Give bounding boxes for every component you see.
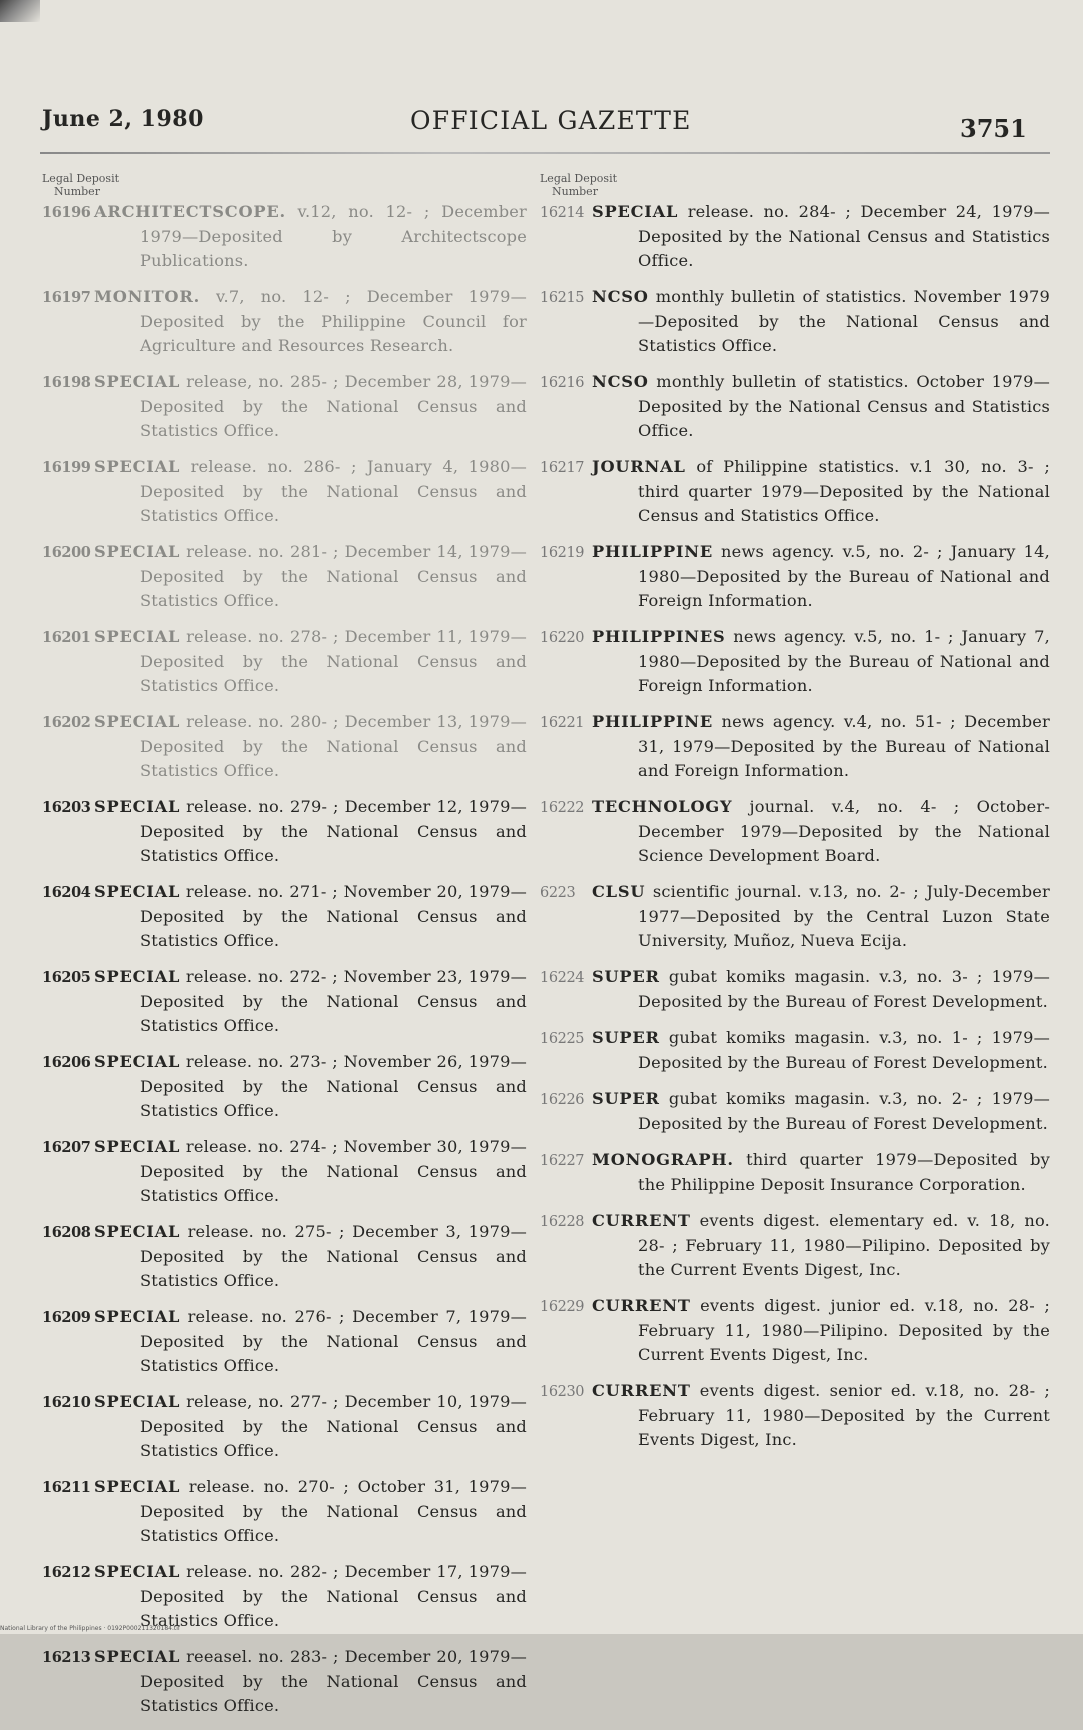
deposit-number: 16200 <box>42 544 91 561</box>
entry-text: release. no. 272- ; November 23, 1979—Deposited by the National Census and Statistics Office. <box>140 967 527 1035</box>
deposit-number: 16205 <box>42 969 91 986</box>
entry-title: CURRENT <box>592 1296 691 1315</box>
entry-text: release, no. 277- ; December 10, 1979—Deposited by the National Census and Statistics Office. <box>140 1392 527 1460</box>
entry-title: SPECIAL <box>94 967 181 986</box>
entry-title: SPECIAL <box>94 712 181 731</box>
deposit-entry <box>540 795 1050 868</box>
deposit-number: 16213 <box>42 1649 91 1666</box>
deposit-entry <box>42 1475 527 1548</box>
entry-text: release. no. 279- ; December 12, 1979—Deposited by the National Census and Statistics Office. <box>140 797 527 865</box>
deposit-entry <box>540 1087 1050 1136</box>
deposit-entry <box>540 1294 1050 1367</box>
entry-text: release. no. 270- ; October 31, 1979—Deposited by the National Census and Statistics Office. <box>140 1477 527 1545</box>
deposit-number: 16208 <box>42 1224 91 1241</box>
deposit-number: 16198 <box>42 374 91 391</box>
deposit-number: 16201 <box>42 629 91 646</box>
entry-text: release. no. 280- ; December 13, 1979—Deposited by the National Census and Statistics Office. <box>140 712 527 780</box>
header-title: OFFICIAL GAZETTE <box>410 106 692 135</box>
deposit-entry <box>42 200 527 273</box>
entry-text: release. no. 281- ; December 14, 1979—Deposited by the National Census and Statistics Office. <box>140 542 527 610</box>
deposit-entry <box>540 625 1050 698</box>
deposit-entry <box>540 370 1050 443</box>
deposit-number: 16197 <box>42 289 91 306</box>
entry-text: news agency. v.4, no. 51- ; December 31, 1979—Deposited by the Bureau of National and Foreign Information. <box>638 712 1050 780</box>
deposit-number: 16212 <box>42 1564 91 1581</box>
deposit-entry <box>42 540 527 613</box>
deposit-number: 16225 <box>540 1031 585 1047</box>
deposit-entry <box>540 965 1050 1014</box>
deposit-number: 16221 <box>540 715 585 731</box>
entry-text: reeasel. no. 283- ; December 20, 1979—Deposited by the National Census and Statistics Office. <box>140 1647 527 1715</box>
entry-text: release. no. 276- ; December 7, 1979—Deposited by the National Census and Statistics Office. <box>140 1307 527 1375</box>
entry-text: gubat komiks magasin. v.3, no. 1- ; 1979—Deposited by the Bureau of Forest Development. <box>638 1028 1050 1072</box>
right-column-label: Legal Deposit Number <box>540 172 618 198</box>
deposit-number: 16209 <box>42 1309 91 1326</box>
deposit-entry <box>540 1379 1050 1452</box>
entry-title: SPECIAL <box>94 1562 181 1581</box>
deposit-number: 16210 <box>42 1394 91 1411</box>
entry-text: events digest. senior ed. v.18, no. 28- ; February 11, 1980—Deposited by the Current Events Digest, Inc. <box>638 1381 1050 1449</box>
deposit-number: 16215 <box>540 290 585 306</box>
entry-title: SPECIAL <box>94 1477 181 1496</box>
deposit-number: 16196 <box>42 204 91 221</box>
deposit-number: 16219 <box>540 545 585 561</box>
deposit-entry <box>540 285 1050 358</box>
header-date: June 2, 1980 <box>42 106 204 132</box>
entry-title: SUPER <box>592 1028 660 1047</box>
entry-title: JOURNAL <box>592 457 686 476</box>
scan-corner-shadow <box>0 0 40 22</box>
deposit-number: 16203 <box>42 799 91 816</box>
deposit-number: 6223 <box>540 885 576 901</box>
entry-text: news agency. v.5, no. 1- ; January 7, 1980—Deposited by the Bureau of National and Foreign Information. <box>638 627 1050 695</box>
deposit-entry <box>42 1305 527 1378</box>
deposit-entry <box>42 625 527 698</box>
deposit-number: 16216 <box>540 375 585 391</box>
deposit-number: 16217 <box>540 460 585 476</box>
entry-title: ARCHITECTSCOPE. <box>94 202 286 221</box>
entry-title: SPECIAL <box>94 882 181 901</box>
entry-text: release. no. 278- ; December 11, 1979—Deposited by the National Census and Statistics Office. <box>140 627 527 695</box>
entry-title: SPECIAL <box>94 1137 181 1156</box>
deposit-number: 16229 <box>540 1299 585 1315</box>
entry-title: SPECIAL <box>94 1052 181 1071</box>
entry-text: release. no. 274- ; November 30, 1979—Deposited by the National Census and Statistics Office. <box>140 1137 527 1205</box>
entry-text: release. no. 275- ; December 3, 1979—Deposited by the National Census and Statistics Office. <box>140 1222 527 1290</box>
entry-title: SPECIAL <box>94 797 181 816</box>
entry-text: gubat komiks magasin. v.3, no. 3- ; 1979—Deposited by the Bureau of Forest Development. <box>638 967 1050 1011</box>
deposit-entry <box>42 1645 527 1718</box>
deposit-number: 16211 <box>42 1479 91 1496</box>
deposit-entry <box>42 370 527 443</box>
entry-text: release. no. 271- ; November 20, 1979—Deposited by the National Census and Statistics Office. <box>140 882 527 950</box>
entry-text: v.7, no. 12- ; December 1979—Deposited by the Philippine Council for Agriculture and Resources Research. <box>140 287 527 355</box>
entry-title: CURRENT <box>592 1211 691 1230</box>
entry-title: NCSO <box>592 372 649 391</box>
entry-title: SPECIAL <box>592 202 679 221</box>
entry-text: release. no. 284- ; December 24, 1979—Deposited by the National Census and Statistics Office. <box>638 202 1050 270</box>
deposit-number: 16207 <box>42 1139 91 1156</box>
entry-title: PHILIPPINE <box>592 712 714 731</box>
entry-title: SPECIAL <box>94 1307 181 1326</box>
deposit-number: 16206 <box>42 1054 91 1071</box>
entry-title: NCSO <box>592 287 649 306</box>
deposit-number: 16227 <box>540 1153 585 1169</box>
deposit-entry <box>540 1148 1050 1197</box>
deposit-entry <box>42 710 527 783</box>
deposit-number: 16222 <box>540 800 585 816</box>
deposit-entry <box>42 1135 527 1208</box>
deposit-entry <box>42 1390 527 1463</box>
deposit-entry <box>42 795 527 868</box>
entry-title: SPECIAL <box>94 1222 181 1241</box>
entry-title: SPECIAL <box>94 542 181 561</box>
entry-title: PHILIPPINE <box>592 542 714 561</box>
deposit-entry <box>540 455 1050 528</box>
entry-title: MONITOR. <box>94 287 201 306</box>
entry-title: CLSU <box>592 882 646 901</box>
deposit-entry <box>540 710 1050 783</box>
deposit-number: 16226 <box>540 1092 585 1108</box>
deposit-entry <box>42 880 527 953</box>
entry-title: CURRENT <box>592 1381 691 1400</box>
entry-text: release. no. 282- ; December 17, 1979—Deposited by the National Census and Statistics Office. <box>140 1562 527 1630</box>
entry-title: PHILIPPINES <box>592 627 726 646</box>
deposit-number: 16230 <box>540 1384 585 1400</box>
deposit-number: 16228 <box>540 1214 585 1230</box>
scan-footer: National Library of the Philippines · 0192P000211320184.tif <box>0 1625 181 1632</box>
deposit-number: 16199 <box>42 459 91 476</box>
entry-title: SPECIAL <box>94 372 181 391</box>
deposit-entry <box>42 1220 527 1293</box>
deposit-number: 16220 <box>540 630 585 646</box>
entry-title: SUPER <box>592 967 660 986</box>
entry-text: news agency. v.5, no. 2- ; January 14, 1980—Deposited by the Bureau of National and Foreign Information. <box>638 542 1050 610</box>
entry-title: MONOGRAPH. <box>592 1150 734 1169</box>
header-rule <box>40 152 1050 154</box>
deposit-entry <box>42 285 527 358</box>
entry-text: journal. v.4, no. 4- ; October-December 1979—Deposited by the National Science Development Board. <box>638 797 1050 865</box>
entry-title: SPECIAL <box>94 457 181 476</box>
entry-title: SPECIAL <box>94 627 181 646</box>
entry-text: release. no. 286- ; January 4, 1980—Deposited by the National Census and Statistics Office. <box>140 457 527 525</box>
deposit-number: 16214 <box>540 205 585 221</box>
deposit-entry <box>540 1209 1050 1282</box>
entry-text: monthly bulletin of statistics. November 1979—Deposited by the National Census and Statistics Office. <box>638 287 1050 355</box>
entry-text: third quarter 1979—Deposited by the Philippine Deposit Insurance Corporation. <box>638 1150 1050 1194</box>
entry-text: scientific journal. v.13, no. 2- ; July-December 1977—Deposited by the Central Luzon State University, Muñoz, Nueva Ecija. <box>638 882 1050 950</box>
header-page-number: 3751 <box>960 114 1027 143</box>
left-column-label: Legal Deposit Number <box>42 172 120 198</box>
entry-text: events digest. elementary ed. v. 18, no. 28- ; February 11, 1980—Pilipino. Deposited by the Current Events Digest, Inc. <box>638 1211 1050 1279</box>
entry-title: SPECIAL <box>94 1647 181 1666</box>
entry-title: SUPER <box>592 1089 660 1108</box>
entry-title: SPECIAL <box>94 1392 181 1411</box>
deposit-entry <box>540 880 1050 953</box>
entry-text: release. no. 273- ; November 26, 1979—Deposited by the National Census and Statistics Office. <box>140 1052 527 1120</box>
deposit-entry <box>540 1026 1050 1075</box>
entry-text: monthly bulletin of statistics. October 1979—Deposited by the National Census and Statistics Office. <box>638 372 1050 440</box>
deposit-number: 16204 <box>42 884 91 901</box>
entry-text: v.12, no. 12- ; December 1979—Deposited by Architectscope Publications. <box>140 202 527 270</box>
deposit-entry <box>42 1560 527 1633</box>
deposit-entry <box>540 540 1050 613</box>
entry-title: TECHNOLOGY <box>592 797 733 816</box>
entry-text: of Philippine statistics. v.1 30, no. 3- ; third quarter 1979—Deposited by the National Census and Statistics Office. <box>638 457 1050 525</box>
deposit-number: 16202 <box>42 714 91 731</box>
deposit-entry <box>42 455 527 528</box>
deposit-entry <box>42 965 527 1038</box>
deposit-entry <box>540 200 1050 273</box>
left-column <box>42 200 527 1730</box>
deposit-entry <box>42 1050 527 1123</box>
entry-text: gubat komiks magasin. v.3, no. 2- ; 1979—Deposited by the Bureau of Forest Development. <box>638 1089 1050 1133</box>
entry-text: release, no. 285- ; December 28, 1979—Deposited by the National Census and Statistics Office. <box>140 372 527 440</box>
entry-text: events digest. junior ed. v.18, no. 28- ; February 11, 1980—Pilipino. Deposited by the Current Events Digest, Inc. <box>638 1296 1050 1364</box>
deposit-number: 16224 <box>540 970 585 986</box>
right-column <box>540 200 1050 1464</box>
